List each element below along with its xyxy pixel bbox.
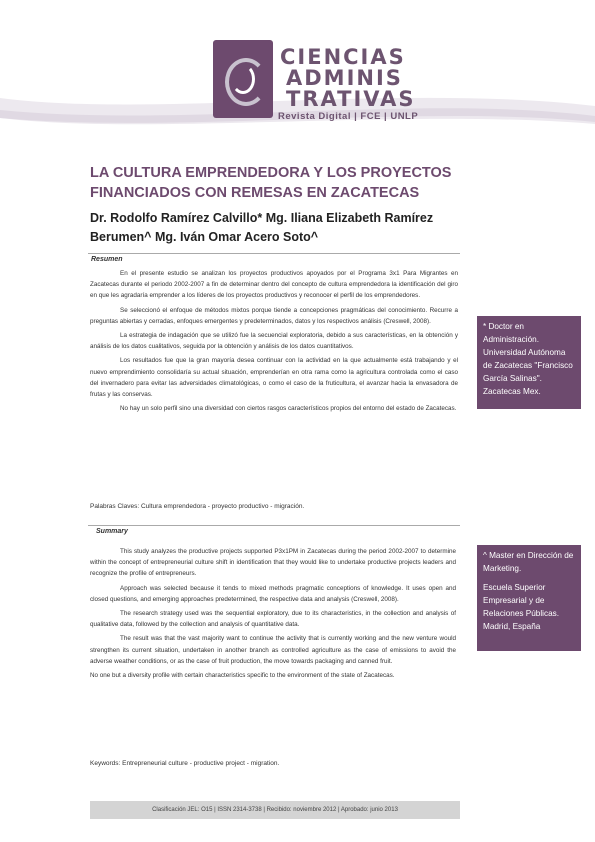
author-note-2 bbox=[477, 545, 581, 651]
footer-text: Clasificación JEL: O15 | ISSN 2314-3738 | Recibido: noviembre 2012 | Aprobado: junio 2013 bbox=[152, 807, 398, 813]
logo-line-1: CIENCIAS bbox=[280, 45, 406, 69]
resumen-paragraph-5: No hay un solo perfil sino una diversidad con ciertos rasgos característicos propios del entorno del estado de Zacatecas. bbox=[120, 405, 457, 413]
resumen-paragraph-3: La estrategia de indagación que se utilizó fue la secuencial exploratoria, debido a sus características, en la obtención y análisis de los datos cualitativos, seguida por la obtención y análisis de los datos cuantitativos. bbox=[90, 332, 458, 351]
summary-paragraph-2: Approach was selected because it tends to mixed methods pragmatic conceptions of knowledge. It uses open and closed questions, and emerging approaches predetermined, the respective data and analysis (Creswell, 2008). bbox=[90, 584, 456, 603]
author-note-1 bbox=[477, 316, 581, 409]
summary-paragraph-5: No one but a diversity profile with certain characteristics specific to the environment of the state of Zacatecas. bbox=[90, 672, 395, 680]
summary-paragraph-4: The result was that the vast majority want to continue the activity that is currently working and the new venture would strengthen its current situation, undertaken in another branch as controlled agriculture as the case of emissions to avoid the adverse weather conditions, or as the case of fruit production, the move towards packaging and canned fruit. bbox=[90, 635, 456, 665]
resumen-keywords: Palabras Claves: Cultura emprendedora - proyecto productivo - migración. bbox=[90, 503, 305, 510]
author-note-2-degree: ^ Master en Dirección de Marketing. bbox=[483, 551, 574, 573]
resumen-paragraph-2: Se seleccionó el enfoque de métodos mixtos porque tiende a concepciones pragmáticas del conocimiento. Recurre a preguntas abiertas y cerradas, enfoques emergentes y predeterminados, datos y los respectivos análisis (Creswell, 2008). bbox=[90, 306, 458, 325]
divider bbox=[88, 253, 460, 254]
resumen-paragraph-4: Los resultados fue que la gran mayoría desea continuar con la actividad en la que actualmente está trabajando y el nuevo emprendimiento consolidaría su actual situación, emprenderían en otra rama como la agricultura controlada como el caso del invernadero para evitar las adversidades climatológicas, o como el caso de la fruticultura, el avanzar hacia la envasadora de frutas y las conservas. bbox=[90, 357, 458, 399]
logo-line-3: TRATIVAS bbox=[286, 87, 416, 111]
resumen-heading: Resumen bbox=[91, 256, 123, 263]
resumen-paragraph-1: En el presente estudio se analizan los proyectos productivos apoyados por el Programa 3x1 Para Migrantes en Zacatecas durante el periodo 2002-2007 a fin de determinar dentro del concepto de cultura emprendedora la identificación del giro en que les agradaría emprender a los líderes de los proyectos productivos y reconocer el perfil de los emprendedores. bbox=[90, 270, 458, 300]
article-title: LA CULTURA EMPRENDEDORA Y LOS PROYECTOS FINANCIADOS CON REMESAS EN ZACATECAS bbox=[90, 165, 452, 201]
summary-paragraph-1: This study analyzes the productive projects supported P3x1PM in Zacatecas during the period 2002-2007 to determine within the concept of entrepreneurial culture shift in identification that they would like to undertake productive projects leaders and recognize the profile of entrepreneurs. bbox=[90, 548, 456, 578]
summary-keywords: Keywords: Entrepreneurial culture - productive project - migration. bbox=[90, 760, 280, 767]
resumen-body bbox=[90, 268, 458, 414]
article-authors: Dr. Rodolfo Ramírez Calvillo* Mg. Iliana Elizabeth Ramírez Berumen^ Mg. Iván Omar Acero Soto^ bbox=[90, 211, 434, 244]
author-note-2-institution: Escuela Superior Empresarial y de Relaciones Públicas. Madrid, España bbox=[483, 583, 560, 631]
footer-bar bbox=[90, 801, 460, 819]
summary-divider bbox=[88, 525, 460, 526]
logo-line-2: ADMINIS bbox=[286, 66, 403, 90]
author-note-1-text: * Doctor en Administración. Universidad Autónoma de Zacatecas "Francisco García Salinas". Zacatecas Mex. bbox=[483, 322, 573, 396]
summary-heading: Summary bbox=[96, 528, 128, 535]
summary-paragraph-3: The research strategy used was the sequential exploratory, due to its characteristics, in the collection and analysis of qualitative data, followed by the collection and analysis of quantitative data. bbox=[90, 610, 456, 629]
journal-logo-icon bbox=[213, 40, 273, 118]
logo-subtitle: Revista Digital | FCE | UNLP bbox=[278, 111, 419, 122]
summary-body bbox=[90, 546, 456, 681]
